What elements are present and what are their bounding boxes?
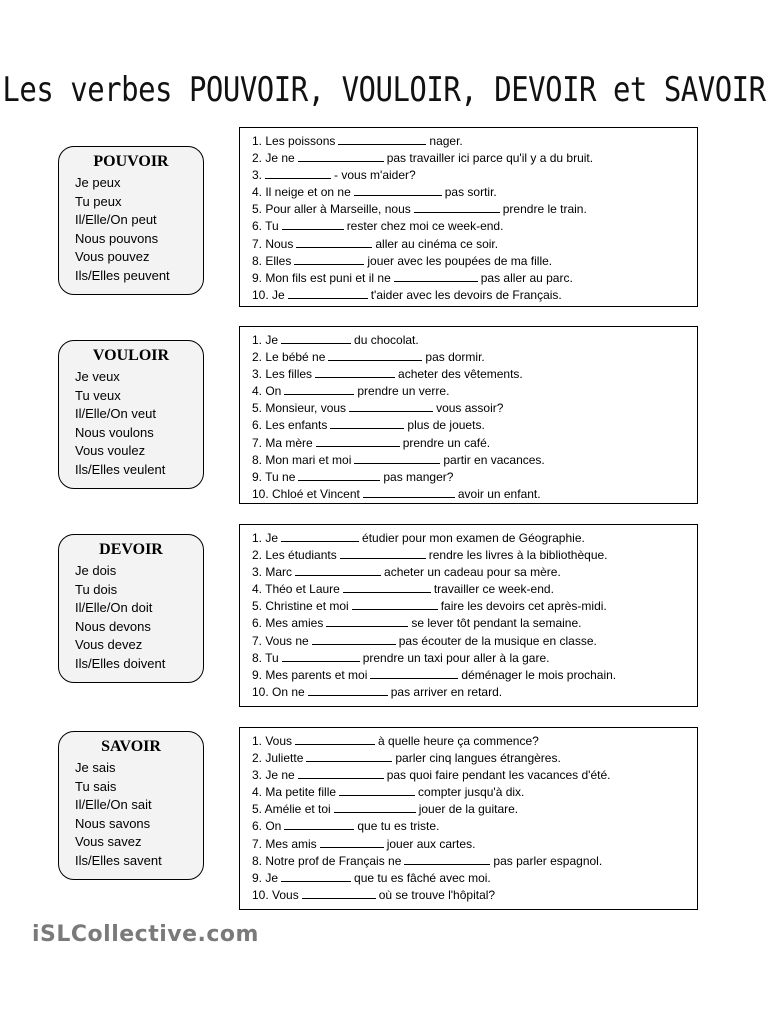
answer-blank[interactable] [315,367,395,378]
sentence-end: nager. [429,134,463,148]
answer-blank[interactable] [339,785,415,796]
sentence-end: faire les devoirs cet après-midi. [440,599,607,614]
answer-blank[interactable] [302,888,376,899]
answer-blank[interactable] [282,219,344,230]
verb-box-savoir [58,731,204,880]
answer-blank[interactable] [298,470,380,481]
sentence-end: pas sortir. [444,185,497,200]
exercise-sentence [252,667,697,684]
conjugation-form: Nous savons [75,815,151,831]
sentence-start: 4. On [252,384,282,399]
sentence-start: 6. Les enfants [252,418,328,433]
exercise-sentence [252,547,697,564]
answer-blank[interactable] [281,531,359,542]
sentence-start: 5. Monsieur, vous [252,401,347,416]
exercise-sentence [252,332,697,349]
exercise-sentence [252,836,697,853]
sentence-start: 2. Je ne [252,151,295,166]
sentence-end: acheter des vêtements. [398,367,523,382]
conjugation-form: Ils/Elles veulent [75,461,166,477]
sentence-start: 1. Les poissons [252,134,336,148]
sentence-start: 6. On [252,819,282,834]
sentence-end: pas quoi faire pendant les vacances d'été. [386,768,611,783]
sentence-start: 5. Pour aller à Marseille, nous [252,202,411,217]
sentence-end: du chocolat. [354,333,419,347]
conjugation-form: Tu veux [75,387,121,403]
sentence-end: pas manger? [383,469,454,484]
exercise-sentence [252,801,697,818]
exercise-sentence [252,366,697,383]
exercise-sentence [252,684,697,701]
answer-blank[interactable] [308,685,388,696]
answer-blank[interactable] [288,288,368,299]
sentence-end: où se trouve l'hôpital? [378,887,496,902]
sentence-end: rester chez moi ce week-end. [346,219,504,234]
exercise-box-vouloir [239,326,698,504]
answer-blank[interactable] [340,548,426,559]
sentence-end: avoir un enfant. [457,486,541,501]
sentence-start: 3. Les filles [252,367,313,382]
sentence-start: 6. Mes amies [252,616,324,631]
conjugation-form: Il/Elle/On doit [75,600,153,616]
sentence-start: 1. Je [252,333,279,347]
exercise-sentence [252,598,697,615]
sentence-start: 8. Mon mari et moi [252,452,352,467]
exercise-sentence [252,853,697,870]
exercise-sentence [252,435,697,452]
sentence-end: prendre un café. [402,435,491,450]
sentence-end: jouer avec les poupées de ma fille. [367,253,553,268]
sentence-start: 7. Nous [252,236,294,251]
conjugation-form: Il/Elle/On sait [75,797,152,813]
answer-blank[interactable] [414,202,500,213]
verb-box-devoir [58,534,204,683]
sentence-start: 8. Notre prof de Français ne [252,853,402,868]
page-title: Les verbes POUVOIR, VOULOIR, DEVOIR et SAVOIR [2,68,766,110]
exercise-sentence [252,270,697,287]
exercise-sentence [252,486,697,503]
sentence-end: pas écouter de la musique en classe. [398,633,597,648]
exercise-sentence [252,184,697,201]
exercise-sentence [252,150,697,167]
sentence-end: - vous m'aider? [334,168,416,183]
sentence-end: prendre un taxi pour aller à la gare. [362,650,550,665]
exercise-sentence [252,417,697,434]
conjugation-form: Tu sais [75,778,117,794]
answer-blank[interactable] [265,168,331,179]
sentence-start: 7. Vous ne [252,633,309,648]
answer-blank[interactable] [354,453,440,464]
sentence-end: prendre un verre. [357,384,450,399]
exercise-sentence [252,201,697,218]
sentence-end: partir en vacances. [443,452,545,467]
answer-blank[interactable] [312,634,396,645]
exercise-sentence [252,133,697,150]
sentence-start: 10. Je [252,287,285,302]
sentence-end: acheter un cadeau pour sa mère. [384,565,561,580]
exercise-sentence [252,452,697,469]
sentence-start: 10. On ne [252,684,305,699]
answer-blank[interactable] [298,151,384,162]
exercise-sentence [252,615,697,632]
answer-blank[interactable] [394,271,478,282]
sentence-end: t'aider avec les devoirs de Français. [370,287,562,302]
exercise-sentence [252,784,697,801]
sentence-start: 5. Amélie et toi [252,802,331,817]
sentence-end: déménager le mois prochain. [461,667,617,682]
sentence-start: 4. Théo et Laure [252,582,340,597]
sentence-end: pas parler espagnol. [493,853,603,868]
conjugation-form: Tu dois [75,581,118,597]
sentence-end: vous assoir? [436,401,504,416]
answer-blank[interactable] [343,582,431,593]
sentence-start: 2. Les étudiants [252,548,337,563]
answer-blank[interactable] [282,651,360,662]
sentence-start: 5. Christine et moi [252,599,349,614]
verb-name: DEVOIR [99,541,163,558]
answer-blank[interactable] [316,436,400,447]
answer-blank[interactable] [306,751,392,762]
sentence-end: étudier pour mon examen de Géographie. [362,531,585,545]
conjugation-form: Nous voulons [75,424,154,440]
answer-blank[interactable] [281,871,351,882]
sentence-start: 9. Mon fils est puni et il ne [252,270,391,285]
exercise-sentence [252,383,697,400]
sentence-start: 2. Juliette [252,751,304,766]
exercise-box-pouvoir [239,127,698,307]
answer-blank[interactable] [363,487,455,498]
conjugation-form: Il/Elle/On peut [75,212,157,228]
sentence-start: 4. Ma petite fille [252,785,337,800]
verb-name: VOULOIR [92,347,170,364]
answer-blank[interactable] [334,802,416,813]
exercise-sentence [252,236,697,253]
sentence-start: 9. Mes parents et moi [252,667,368,682]
exercise-sentence [252,469,697,486]
exercise-sentence [252,167,697,184]
conjugation-form: Vous pouvez [75,249,150,265]
exercise-sentence [252,733,697,750]
exercise-box-savoir [239,727,698,910]
conjugation-form: Vous voulez [75,443,146,459]
exercise-sentence [252,564,697,581]
answer-blank[interactable] [354,185,442,196]
exercise-sentence [252,887,697,904]
exercise-sentence [252,818,697,835]
sentence-start: 3. Marc [252,565,293,580]
conjugation-form: Je peux [75,175,121,190]
conjugation-form: Ils/Elles doivent [75,655,166,671]
conjugation-form: Tu peux [75,193,122,209]
conjugation-form: Ils/Elles peuvent [75,267,170,283]
exercise-sentence [252,650,697,667]
exercise-sentence [252,870,697,887]
answer-blank[interactable] [330,418,404,429]
answer-blank[interactable] [320,837,384,848]
exercise-sentence [252,400,697,417]
exercise-sentence [252,581,697,598]
exercise-sentence [252,218,697,235]
sentence-end: que tu es fâché avec moi. [354,870,491,885]
sentence-end: pas arriver en retard. [390,684,503,699]
sentence-start: 4. Il neige et on ne [252,185,351,200]
sentence-end: se lever tôt pendant la semaine. [411,616,582,631]
conjugation-form: Vous savez [75,834,142,850]
sentence-start: 3. Je ne [252,768,295,783]
sentence-end: que tu es triste. [357,819,440,834]
sentence-end: parler cinq langues étrangères. [395,751,561,766]
exercise-sentence [252,349,697,366]
exercise-sentence [252,750,697,767]
exercise-sentence [252,287,697,304]
sentence-start: 8. Elles [252,253,292,268]
answer-blank[interactable] [349,401,433,412]
sentence-start: 9. Je [252,870,279,885]
conjugation-form: Je sais [75,760,116,775]
answer-blank[interactable] [352,599,438,610]
sentence-start: 8. Tu [252,650,279,665]
answer-blank[interactable] [298,768,384,779]
exercise-sentence [252,633,697,650]
sentence-start: 1. Vous [252,734,293,748]
verb-box-pouvoir [58,146,204,295]
site-watermark: iSLCollective.com [32,922,259,947]
answer-blank[interactable] [326,616,408,627]
exercise-sentence [252,253,697,270]
sentence-end: pas travailler ici parce qu'il y a du bruit. [386,151,594,166]
conjugation-form: Vous devez [75,637,143,653]
sentence-end: jouer de la guitare. [418,802,519,817]
answer-blank[interactable] [370,668,458,679]
answer-blank[interactable] [284,384,354,395]
answer-blank[interactable] [295,734,375,745]
sentence-start: 3. [252,168,263,183]
exercise-sentence [252,767,697,784]
conjugation-form: Ils/Elles savent [75,852,162,868]
sentence-end: prendre le train. [502,202,587,217]
conjugation-form: Je dois [75,563,117,578]
sentence-start: 7. Mes amis [252,836,317,851]
sentence-end: pas aller au parc. [480,270,573,285]
sentence-start: 7. Ma mère [252,435,313,450]
sentence-end: jouer aux cartes. [386,836,476,851]
sentence-end: rendre les livres à la bibliothèque. [428,548,608,563]
sentence-start: 1. Je [252,531,279,545]
sentence-start: 10. Chloé et Vincent [252,486,360,501]
sentence-start: 9. Tu ne [252,469,296,484]
answer-blank[interactable] [328,350,422,361]
answer-blank[interactable] [296,237,372,248]
sentence-end: pas dormir. [425,350,485,365]
exercise-box-devoir [239,524,698,707]
sentence-start: 2. Le bébé ne [252,350,326,365]
answer-blank[interactable] [295,565,381,576]
sentence-end: à quelle heure ça commence? [378,734,539,748]
exercise-sentence [252,530,697,547]
verb-box-vouloir [58,340,204,489]
conjugation-form: Nous devons [75,618,151,634]
answer-blank[interactable] [338,134,426,145]
sentence-end: plus de jouets. [407,418,485,433]
verb-name: SAVOIR [101,738,161,755]
verb-name: POUVOIR [93,153,169,170]
conjugation-form: Il/Elle/On veut [75,406,156,422]
sentence-start: 10. Vous [252,887,299,902]
answer-blank[interactable] [294,254,364,265]
answer-blank[interactable] [281,333,351,344]
conjugation-form: Je veux [75,369,120,384]
answer-blank[interactable] [284,819,354,830]
sentence-end: travailler ce week-end. [433,582,554,597]
conjugation-form: Nous pouvons [75,230,159,246]
sentence-start: 6. Tu [252,219,279,234]
sentence-end: compter jusqu'à dix. [418,785,525,800]
answer-blank[interactable] [404,854,490,865]
sentence-end: aller au cinéma ce soir. [375,236,499,251]
